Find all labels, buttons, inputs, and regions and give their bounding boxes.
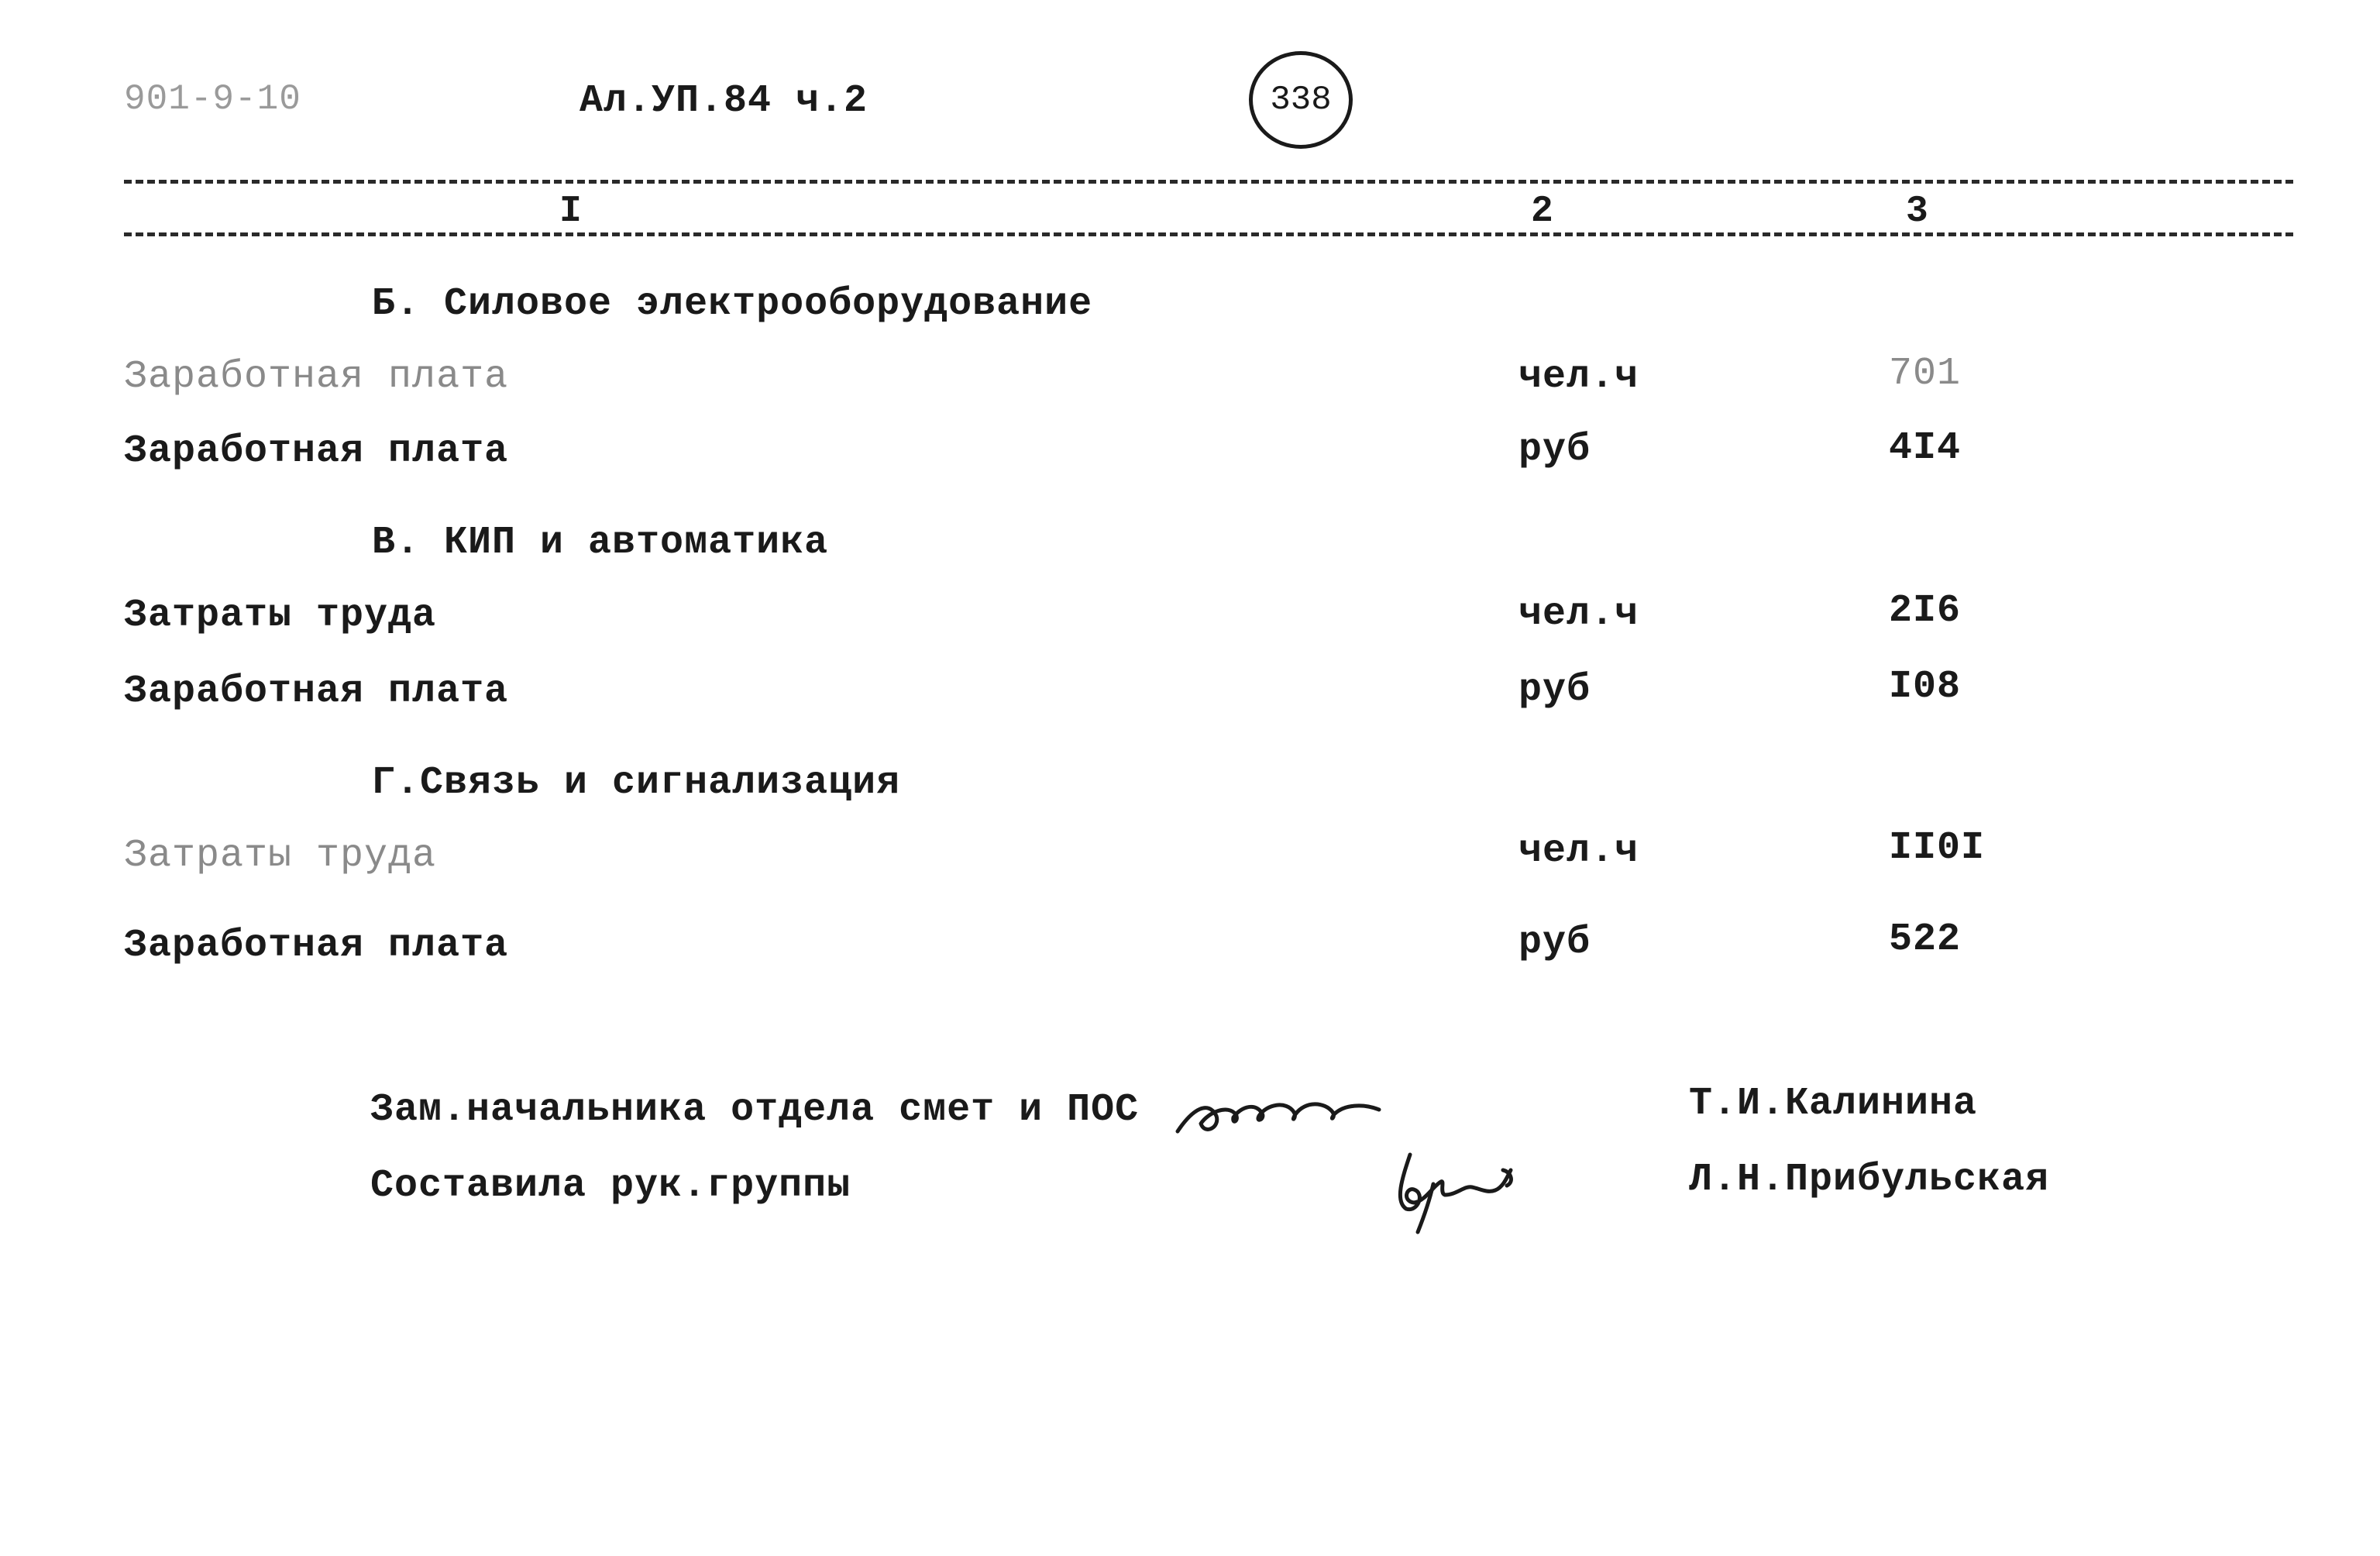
page-number-badge <box>1249 51 1353 149</box>
row-value: 522 <box>1889 917 1962 962</box>
row-value: 4I4 <box>1889 426 1962 470</box>
table-top-divider <box>124 180 2293 184</box>
row-unit: руб <box>1518 921 1591 965</box>
row-label: Затраты труда <box>124 594 437 638</box>
document-code: 901-9-10 <box>124 79 301 119</box>
column-header-1: I <box>559 191 583 232</box>
signature-role-1: Зам.начальника отдела смет и ПОС <box>370 1088 1140 1132</box>
document-reference: Ал.УП.84 ч.2 <box>580 79 868 123</box>
row-value: I08 <box>1889 665 1962 709</box>
section-title: Г.Связь и сигнализация <box>372 761 901 805</box>
row-unit: руб <box>1518 428 1591 472</box>
row-value: II0I <box>1889 826 1986 870</box>
handwritten-signature-1 <box>1162 1069 1395 1155</box>
row-label: Заработная плата <box>124 429 509 473</box>
section-title: Б. Силовое электрооборудование <box>372 282 1093 326</box>
row-label: Заработная плата <box>124 924 509 968</box>
signature-name-2: Л.Н.Прибульская <box>1689 1158 2050 1202</box>
section-title: В. КИП и автоматика <box>372 521 829 565</box>
row-unit: чел.ч <box>1518 592 1639 636</box>
column-header-3: 3 <box>1906 191 1929 232</box>
column-header-2: 2 <box>1531 191 1554 232</box>
signature-role-2: Составила рук.группы <box>370 1164 851 1208</box>
row-unit: руб <box>1518 668 1591 712</box>
row-value: 701 <box>1889 352 1962 396</box>
row-label: Заработная плата <box>124 355 509 399</box>
signature-name-1: Т.И.Калинина <box>1689 1082 1978 1126</box>
row-unit: чел.ч <box>1518 829 1639 873</box>
row-label: Затраты труда <box>124 834 437 878</box>
row-label: Заработная плата <box>124 670 509 714</box>
page-number: 338 <box>1270 81 1332 119</box>
row-value: 2I6 <box>1889 589 1962 633</box>
table-header-divider <box>124 232 2293 236</box>
handwritten-signature-2 <box>1379 1139 1534 1240</box>
row-unit: чел.ч <box>1518 355 1639 399</box>
